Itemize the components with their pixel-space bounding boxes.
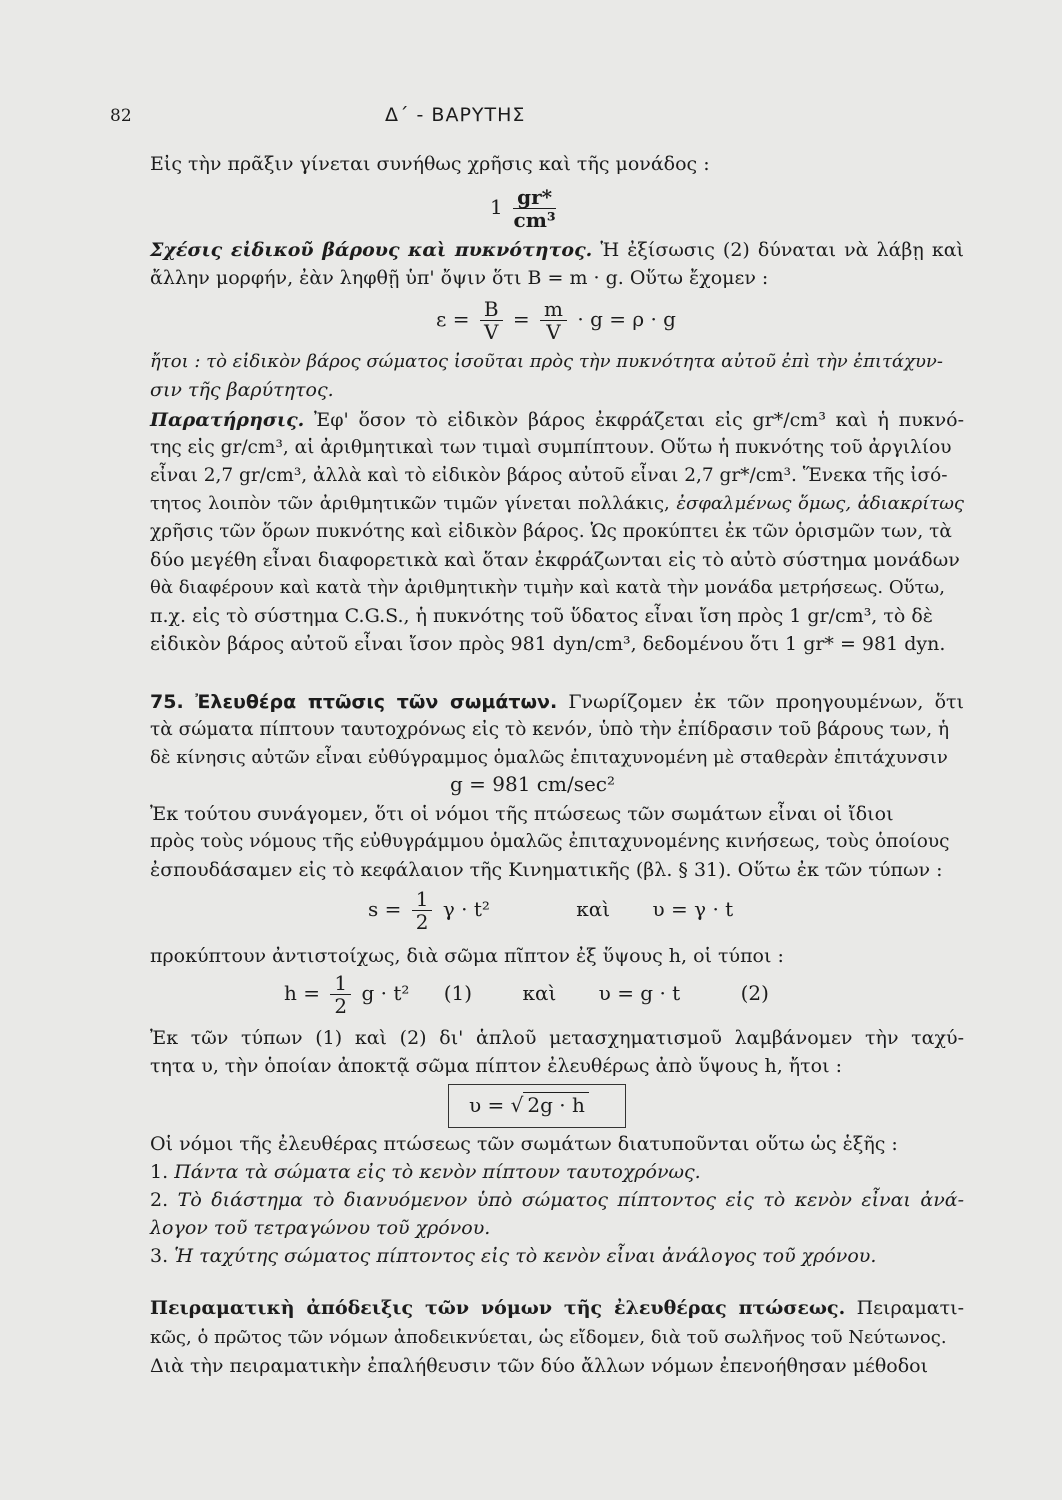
equation-number: (1)	[443, 981, 473, 1005]
text-line	[150, 408, 964, 432]
conjunction: καὶ	[576, 897, 611, 921]
law-item	[150, 1188, 964, 1212]
law-item	[150, 1160, 964, 1184]
formula-lhs: h =	[284, 981, 320, 1005]
law-number: 3.	[150, 1245, 169, 1267]
fraction	[540, 298, 567, 343]
text-line: τητα υ, τὴν ὁποίαν ἀποκτᾷ σῶμα πίπτον ἐλευθέρως ἀπὸ ὕψους h, ἤτοι :	[150, 1055, 842, 1077]
text-line: σιν τῆς βαρύτητος.	[150, 379, 334, 401]
equation-number: (2)	[740, 981, 769, 1005]
conjunction: καὶ	[522, 981, 557, 1005]
denominator: V	[546, 320, 561, 344]
fraction	[330, 972, 351, 1017]
text-line	[150, 238, 964, 262]
numerator: B	[480, 298, 503, 321]
text-span: ἐσφαλμένως ὅμως, ἀδιακρίτως	[676, 493, 964, 514]
denominator: 2	[334, 994, 348, 1018]
distance-formula	[368, 888, 733, 933]
denominator: V	[483, 320, 499, 344]
text-line: ἐσπουδάσαμεν εἰς τὸ κεφάλαιον τῆς Κινηματικῆς (βλ. § 31). Οὕτω ἐκ τῶν τύπων :	[150, 859, 943, 881]
text-line: προκύπτουν ἀντιστοίχως, διὰ σῶμα πῖπτον ἐξ ὕψους h, οἱ τύποι :	[150, 945, 784, 967]
text-line: κῶς, ὁ πρῶτος τῶν νόμων ἀποδεικνύεται, ὡς εἴδομεν, διὰ τοῦ σωλῆνος τοῦ Νεύτωνος.	[150, 1327, 947, 1348]
text-line: Διὰ τὴν πειραματικὴν ἐπαλήθευσιν τῶν δύο ἄλλων νόμων ἐπενοήθησαν μέθοδοι	[150, 1355, 929, 1377]
text-line: ἄλλην μορφήν, ἐὰν ληφθῇ ὑπ' ὄψιν ὅτι B = m · g. Οὕτω ἔχομεν :	[150, 267, 769, 289]
section-title: Πειραματικὴ ἀπόδειξις τῶν νόμων τῆς ἐλευθέρας πτώσεως.	[150, 1297, 846, 1319]
section-title: 75. Ἐλευθέρα πτῶσις τῶν σωμάτων.	[150, 691, 558, 713]
formula-lhs: υ =	[469, 1093, 505, 1117]
law-item	[150, 1244, 964, 1268]
text-line: δύο μεγέθη εἶναι διαφορετικὰ καὶ ὅταν ἐκφράζωνται εἰς τὸ αὐτὸ σύστημα μονάδων	[150, 549, 960, 571]
fraction	[480, 298, 503, 343]
text-line: Εἰς τὴν πρᾶξιν γίνεται συνήθως χρῆσις καὶ τῆς μονάδος :	[150, 153, 710, 175]
text-span: Ἡ ἐξίσωσις (2) δύναται νὰ λάβῃ καὶ	[600, 239, 964, 261]
section-heading-line	[150, 1296, 964, 1320]
boxed-formula	[448, 1084, 626, 1128]
specific-weight-formula	[436, 298, 676, 343]
law-text: Τὸ διάστημα τὸ διανυόμενον ὑπὸ σώματος πίπτοντος εἰς τὸ κενὸν εἶναι ἀνά-	[177, 1189, 964, 1211]
paragraph-heading: Σχέσις εἰδικοῦ βάρους καὶ πυκνότητος.	[150, 239, 593, 261]
section-heading-line	[150, 690, 964, 714]
velocity-formula: υ = γ · t	[652, 897, 734, 921]
text-span: Γνωρίζομεν ἐκ τῶν προηγουμένων, ὅτι	[568, 691, 964, 713]
numerator: 1	[412, 888, 433, 911]
text-span: Ἐφ' ὅσον τὸ εἰδικὸν βάρος ἐκφράζεται εἰς gr*/cm³ καὶ ἡ πυκνό-	[314, 409, 964, 431]
text-line: δὲ κίνησις αὐτῶν εἶναι εὐθύγραμμος ὁμαλῶς ἐπιταχυνομένη μὲ σταθερὰν ἐπιτάχυνσιν	[150, 747, 948, 768]
text-line: Ἐκ τούτου συνάγομεν, ὅτι οἱ νόμοι τῆς πτώσεως τῶν σωμάτων εἶναι οἱ ἴδιοι	[150, 803, 894, 825]
text-line: της εἰς gr/cm³, αἱ ἀριθμητικαὶ των τιμαὶ συμπίπτουν. Οὕτω ἡ πυκνότης τοῦ ἀργιλίου	[150, 437, 952, 458]
radicand: 2g · h	[523, 1092, 588, 1117]
law-item-continued: λογον τοῦ τετραγώνου τοῦ χρόνου.	[150, 1217, 491, 1239]
running-head: Δ΄ - ΒΑΡΥΤΗΣ	[385, 104, 526, 126]
free-fall-velocity-formula	[469, 1093, 589, 1117]
numerator: gr*	[513, 186, 556, 209]
unit-formula	[490, 186, 560, 231]
text-line: π.χ. εἰς τὸ σύστημα C.G.S., ἡ πυκνότης τοῦ ὕδατος εἶναι ἴση πρὸς 1 gr/cm³, τὸ δὲ	[150, 605, 934, 627]
law-number: 1.	[150, 1161, 169, 1183]
text-span: τητος λοιπὸν τῶν ἀριθμητικῶν τιμῶν γίνεται πολλάκις,	[150, 493, 670, 514]
text-span: Πειραματι-	[856, 1297, 965, 1319]
velocity-formula: υ = g · t	[598, 981, 681, 1005]
text-line: πρὸς τοὺς νόμους τῆς εὐθυγράμμου ὁμαλῶς ἐπιταχυνομένης κινήσεως, τοὺς ὁποίους	[150, 831, 950, 852]
fraction	[513, 186, 556, 231]
text-line: τὰ σώματα πίπτουν ταυτοχρόνως εἰς τὸ κενόν, ὑπὸ τὴν ἐπίδρασιν τοῦ βάρους των, ἡ	[150, 719, 950, 740]
law-text: Πάντα τὰ σώματα εἰς τὸ κενὸν πίπτουν ταυτοχρόνως.	[174, 1161, 701, 1183]
formula-rest: γ · t²	[442, 897, 490, 921]
formula-lhs: ε =	[436, 307, 470, 331]
law-number: 2.	[150, 1189, 169, 1211]
numerator: 1	[330, 972, 351, 995]
formula-rest: g · t²	[361, 981, 410, 1005]
g-formula: g = 981 cm/sec²	[450, 772, 616, 796]
page-header	[0, 100, 1062, 130]
text-line: Οἱ νόμοι τῆς ἐλευθέρας πτώσεως τῶν σωμάτων διατυποῦνται οὕτω ὡς ἑξῆς :	[150, 1133, 898, 1155]
formula-coef: 1	[490, 195, 503, 219]
law-text: Ἡ ταχύτης σώματος πίπτοντος εἰς τὸ κενὸν εἶναι ἀνάλογος τοῦ χρόνου.	[174, 1245, 877, 1267]
text-line	[150, 492, 964, 516]
text-line: χρῆσις τῶν ὅρων πυκνότης καὶ εἰδικὸν βάρος. Ὡς προκύπτει ἐκ τῶν ὁρισμῶν των, τὰ	[150, 521, 952, 542]
text-line: ἤτοι : τὸ εἰδικὸν βάρος σώματος ἰσοῦται πρὸς τὴν πυκνότητα αὐτοῦ ἐπὶ τὴν ἐπιτάχυν-	[150, 351, 943, 372]
denominator: 2	[415, 910, 429, 934]
numerator: m	[540, 298, 567, 321]
formula-rest: · g = ρ · g	[577, 307, 676, 331]
page-number: 82	[110, 106, 132, 126]
formula-lhs: s =	[368, 897, 402, 921]
denominator: cm³	[513, 208, 556, 232]
text-line: θὰ διαφέρουν καὶ κατὰ τὴν ἀριθμητικὴν τιμὴν καὶ κατὰ τὴν μονάδα μετρήσεως. Οὕτω,	[150, 577, 945, 598]
height-formula	[284, 972, 769, 1017]
paragraph-heading: Παρατήρησις.	[150, 409, 305, 431]
equals-sign: =	[512, 307, 530, 331]
fraction	[412, 888, 433, 933]
radical-sign: √	[510, 1093, 524, 1117]
text-line: εἰδικὸν βάρος αὐτοῦ εἶναι ἴσον πρὸς 981 dyn/cm³, δεδομένου ὅτι 1 gr* = 981 dyn.	[150, 633, 946, 655]
text-line: Ἐκ τῶν τύπων (1) καὶ (2) δι' ἁπλοῦ μετασχηματισμοῦ λαμβάνομεν τὴν ταχύ-	[150, 1027, 964, 1049]
text-line: εἶναι 2,7 gr/cm³, ἀλλὰ καὶ τὸ εἰδικὸν βάρος αὐτοῦ εἶναι 2,7 gr*/cm³. Ἕνεκα τῆς ἰσό-	[150, 465, 948, 486]
